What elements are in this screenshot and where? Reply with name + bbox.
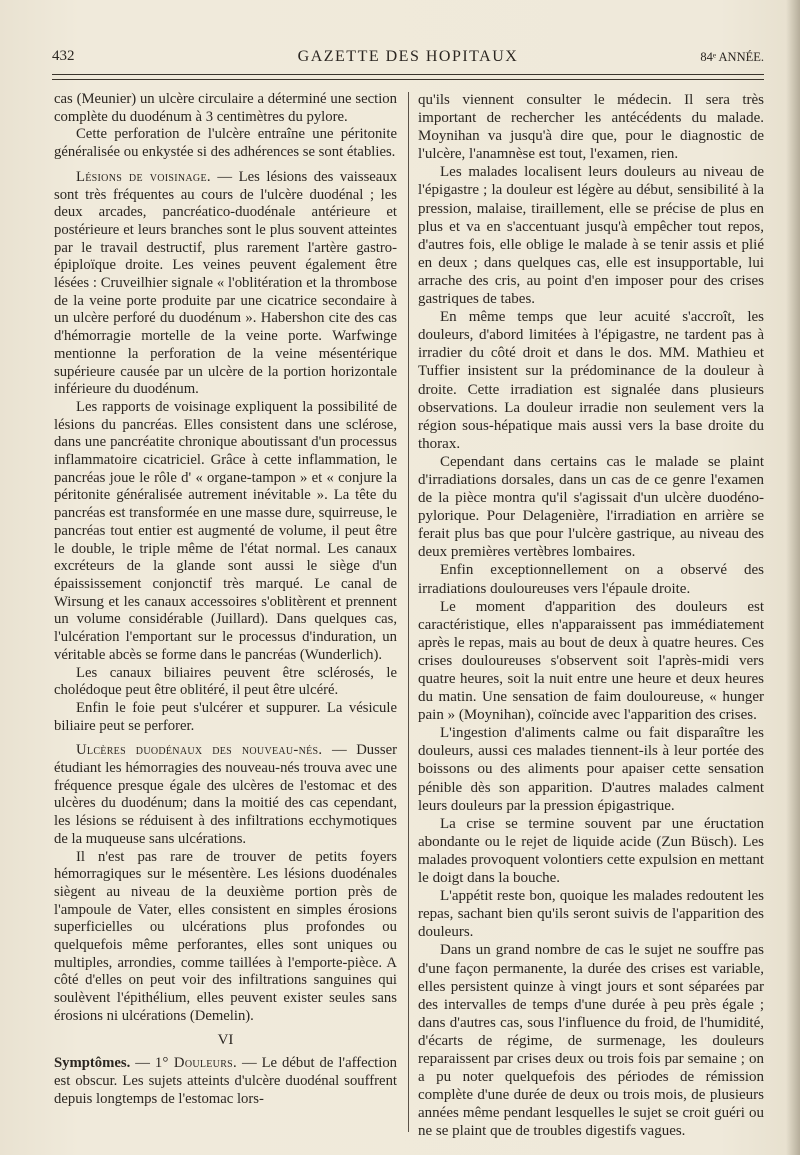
paragraph-text: — Dusser étudiant les hémorragies des nouveau-nés trouva avec une fréquence presque égale des ulcères de l'estomac et des ulcères du duodénum; dans la moitié des cas cependant, les lésions se réduisent à des infiltrations ecchymotiques de la muqueuse sans ulcérations.	[54, 742, 397, 847]
paragraph: qu'ils viennent consulter le médecin. Il sera très important de rechercher les antécédents du malade. Moynihan va jusqu'à dire que, pour le diagnostic de l'ulcère, l'anamnèse est tout, l'examen, rien.	[418, 92, 764, 163]
paragraph-lesions-voisinage	[54, 169, 397, 399]
paragraph: Enfin le foie peut s'ulcérer et suppurer. La vésicule biliaire peut se perforer.	[54, 699, 397, 734]
paragraph-text: — Le début de l'affection est obscur. Les sujets atteints d'ulcère duodénal souffrent depuis longtemps de l'estomac lors-	[54, 1055, 398, 1107]
column-divider	[408, 92, 409, 1132]
paragraph: En même temps que leur acuité s'accroît, les douleurs, d'abord limitées à l'épigastre, ne tardent pas à irradier du côté droit et dans le dos. MM. Mathieu et Tuffier insistent sur la prédominance de la douleur à droite. Cette irradiation est signalée dans plusieurs observations. La douleur irradie non seulement vers la région sous-hépatique mais aussi vers la base droite du thorax.	[418, 309, 764, 452]
paragraph: L'ingestion d'aliments calme ou fait disparaître les douleurs, aussi ces malades tiennent-ils à leur portée des boissons ou des aliments pour apaiser cette sensation pénible dès son apparition. D'autres malades calment leurs douleurs par la pression épigastrique.	[418, 725, 764, 814]
section-heading: Symptômes.	[54, 1055, 131, 1072]
page-header	[52, 48, 764, 70]
paragraph: Il n'est pas rare de trouver de petits foyers hémorragiques sur le mésentère. Les lésions duodénales siègent au niveau de la deuxième portion près de l'ampoule de Vater, elles consistent en simples érosions superficielles ou ulcérations plus profondes ou quelquefois même perforantes, elles sont uniques ou multiples, arrondies, comme taillées à l'emporte-pièce. A côté d'elles on peut voir des infiltrations sanguines qui soulèvent l'épithélium, elles peuvent exister seules sans érosions ni ulcérations (Demelin).	[54, 848, 397, 1024]
paragraph: Les malades localisent leurs douleurs au niveau de l'épigastre ; la douleur est légère au début, sensibilité à la pression, malaise, tiraillement, elle se précise de plus en plus et va en s'accentuant jusqu'à empêcher tout repos, d'autres fois, elle oblige le malade à se tenir assis et plié en deux ; dans quelques cas, elle est insupportable, lui arrache des cris, au point d'en imposer pour des crises gastriques de tabes.	[418, 164, 764, 308]
subsection-heading: 1° Douleurs.	[154, 1055, 238, 1072]
header-rule-thick	[52, 74, 764, 75]
volume-year: 84ᵉ ANNÉE.	[700, 50, 764, 64]
section-heading: Lésions de voisinage.	[76, 168, 211, 185]
paragraph: Les rapports de voisinage expliquent la possibilité de lésions du pancréas. Elles consistent dans une sclérose, dans une pancréatite chronique aboutissant d'un processus inflammatoire cicatriciel. Grâce à cette inflammation, le pancréas joue le rôle d' « organe-tampon » et « conjure la péritonite généralisée autrement inévitable ». La tête du pancréas est transformée en une masse dure, squirreuse, le pancréas tout entier est augmenté de volume, il peut être le double, le triple même de l'état normal. Les canaux excréteurs de la glande sont aussi le siège d'un épaississement conjonctif très marqué. Le canal de Wirsung et les canaux accessoires s'oblitèrent et prennent un volume considérable (Juillard). Dans quelques cas, l'ulcération l'emportant sur le processus d'induration, un véritable abcès se forme dans le pancréas (Wunderlich).	[54, 398, 397, 663]
paragraph-text: — Les lésions des vaisseaux sont très fréquentes au cours de l'ulcère duodénal ; les deux arcades, pancréatico-duodénale antérieure et postérieure et leurs branches sont le plus souvent atteintes par le travail destructif, plus rarement l'artère gastro-épiploïque droite. Les veines peuvent également être lésées : Cruveilhier signale « l'oblitération et la thrombose de la veine porte produite par une cicatrice secondaire à un ulcère perforé du duodénum ». Habershon cite des cas d'hémorragie mortelle de la veine porte. Warfwinge mentionne la perforation de la veine mésentérique supérieure causée par un ulcère de la portion horizontale inférieure du duodénum.	[54, 168, 398, 398]
section-number: VI	[217, 1031, 234, 1048]
right-column	[418, 91, 764, 1140]
paragraph-nouveau-nes	[54, 742, 397, 848]
paragraph: cas (Meunier) un ulcère circulaire a déterminé une section complète du duodénum à 3 centimètres du pylore.	[54, 91, 397, 125]
paragraph: Cette perforation de l'ulcère entraîne une péritonite généralisée ou enkystée si des adhérences se sont établies.	[54, 126, 397, 161]
page-edge-shadow	[786, 0, 800, 1155]
left-column	[54, 91, 397, 1108]
paragraph: L'appétit reste bon, quoique les malades redoutent les repas, sachant bien qu'ils seront suivis de l'apparition des douleurs.	[418, 888, 764, 941]
paragraph: Le moment d'apparition des douleurs est caractéristique, elles n'apparaissent pas immédiatement après le repas, mais au bout de deux à quatre heures. Ces crises douloureuses s'observent soit l'après-midi vers quatre heures, soit la nuit entre une heure et deux heures du matin. Une sensation de faim douloureuse, « hunger pain » (Moynihan), coïncide avec l'apparition des crises.	[418, 598, 764, 724]
page-number: 432	[52, 48, 75, 64]
journal-title: GAZETTE DES HOPITAUX	[297, 48, 519, 65]
section-heading: Ulcères duodénaux des nouveau-nés.	[76, 742, 323, 759]
paragraph: La crise se termine souvent par une éructation abondante ou le rejet de liquide acide (Zun Büsch). Les malades provoquent volontiers cette expulsion en mettant le doigt dans la bouche.	[418, 815, 764, 887]
header-rule-thin	[52, 79, 764, 80]
paragraph: Enfin exceptionnellement on a observé des irradiations douloureuses vers l'épaule droite.	[418, 562, 764, 597]
paragraph: Les canaux biliaires peuvent être sclérosés, le cholédoque peut être oblitéré, il peut être ulcéré.	[54, 664, 397, 699]
paragraph-symptomes: Symptômes. — 1° Douleurs. — Le début de l'affection est obscur. Les sujets atteints d'ulcère duodénal souffrent depuis longtemps de l'estomac lors-	[54, 1055, 398, 1107]
paragraph: Dans un grand nombre de cas le sujet ne souffre pas d'une façon permanente, la durée des crises est variable, elles persistent quinze à vingt jours et sont séparées par des intervalles de temps d'une durée à peu près égale ; dans d'autres cas, sous l'influence du froid, de l'humidité, d'écarts de régime, de surmenage, les douleurs reparaissent par crises deux ou trois fois par semaine ; on a pu noter quelquefois des périodes de rémission complète d'une durée de deux ou trois mois, de plusieurs années même pendant lesquelles le sujet se croit guéri ou ne se plaint que de troubles digestifs vagues.	[418, 942, 764, 1140]
paragraph: Cependant dans certains cas le malade se plaint d'irradiations dorsales, dans un cas de ce genre l'examen de la pièce montra qu'il s'agissait d'un ulcère duodéno-pylorique. Pour Delagenière, l'irradiation en arrière se ferait plus bas que pour l'ulcère gastrique, au niveau des deux premières vertèbres lombaires.	[418, 453, 764, 561]
